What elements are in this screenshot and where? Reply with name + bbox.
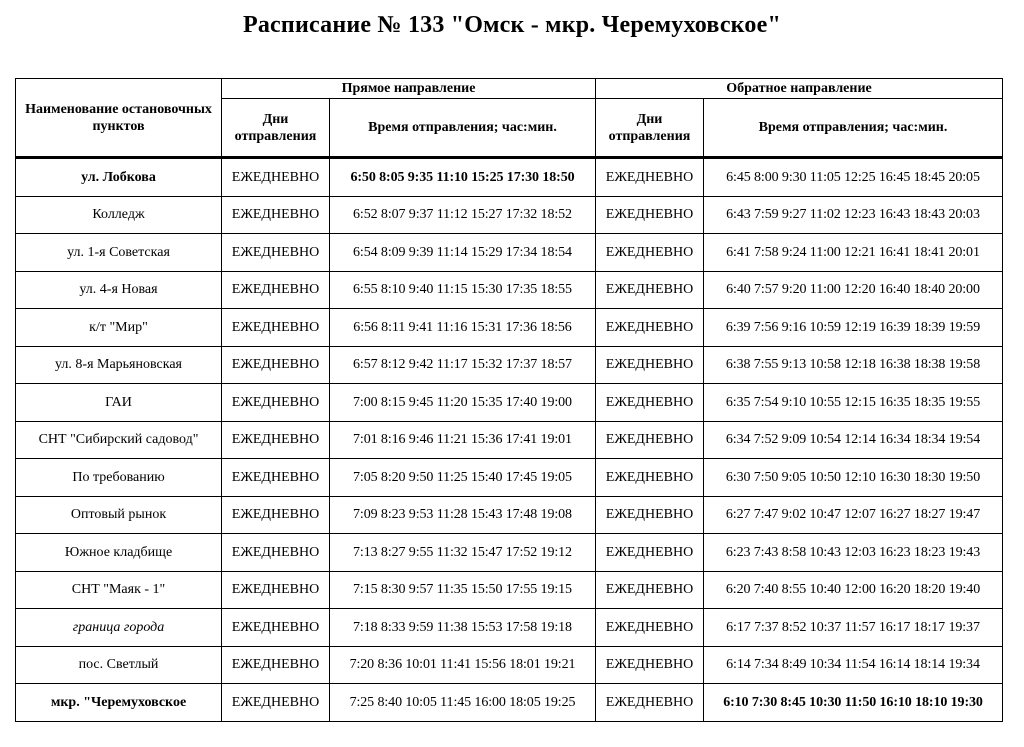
table-row [16, 459, 1003, 497]
backward-days: ЕЖЕДНЕВНО [596, 346, 704, 384]
forward-days: ЕЖЕДНЕВНО [222, 421, 330, 459]
backward-days: ЕЖЕДНЕВНО [596, 384, 704, 422]
table-row [16, 271, 1003, 309]
forward-days: ЕЖЕДНЕВНО [222, 196, 330, 234]
table-row [16, 534, 1003, 572]
backward-times: 6:34 7:52 9:09 10:54 12:14 16:34 18:34 19:54 [704, 421, 1003, 459]
stop-name: к/т "Мир" [16, 309, 222, 347]
stop-name: Колледж [16, 196, 222, 234]
forward-times: 6:50 8:05 9:35 11:10 15:25 17:30 18:50 [330, 158, 596, 197]
forward-time-header: Время отправления; час:мин. [330, 99, 596, 158]
backward-days-header: Дни отправления [596, 99, 704, 158]
backward-times: 6:45 8:00 9:30 11:05 12:25 16:45 18:45 20:05 [704, 158, 1003, 197]
backward-times: 6:40 7:57 9:20 11:00 12:20 16:40 18:40 20:00 [704, 271, 1003, 309]
table-row [16, 609, 1003, 647]
backward-days: ЕЖЕДНЕВНО [596, 496, 704, 534]
backward-days: ЕЖЕДНЕВНО [596, 234, 704, 272]
backward-days: ЕЖЕДНЕВНО [596, 571, 704, 609]
stop-name: ул. 1-я Советская [16, 234, 222, 272]
backward-time-header: Время отправления; час:мин. [704, 99, 1003, 158]
forward-days: ЕЖЕДНЕВНО [222, 346, 330, 384]
forward-days: ЕЖЕДНЕВНО [222, 309, 330, 347]
forward-days: ЕЖЕДНЕВНО [222, 271, 330, 309]
forward-days: ЕЖЕДНЕВНО [222, 609, 330, 647]
forward-days: ЕЖЕДНЕВНО [222, 384, 330, 422]
stop-name: По требованию [16, 459, 222, 497]
stop-name: ул. 8-я Марьяновская [16, 346, 222, 384]
table-row [16, 234, 1003, 272]
table-row [16, 346, 1003, 384]
backward-times: 6:41 7:58 9:24 11:00 12:21 16:41 18:41 20:01 [704, 234, 1003, 272]
backward-days: ЕЖЕДНЕВНО [596, 421, 704, 459]
forward-days: ЕЖЕДНЕВНО [222, 459, 330, 497]
table-row [16, 196, 1003, 234]
backward-times: 6:38 7:55 9:13 10:58 12:18 16:38 18:38 19:58 [704, 346, 1003, 384]
forward-times: 7:09 8:23 9:53 11:28 15:43 17:48 19:08 [330, 496, 596, 534]
forward-times: 7:01 8:16 9:46 11:21 15:36 17:41 19:01 [330, 421, 596, 459]
forward-times: 7:20 8:36 10:01 11:41 15:56 18:01 19:21 [330, 646, 596, 684]
header-row-directions [16, 79, 1003, 99]
forward-times: 7:05 8:20 9:50 11:25 15:40 17:45 19:05 [330, 459, 596, 497]
backward-days: ЕЖЕДНЕВНО [596, 459, 704, 497]
backward-days: ЕЖЕДНЕВНО [596, 271, 704, 309]
stop-column-header: Наименование остановочных пунктов [16, 79, 222, 158]
backward-times: 6:10 7:30 8:45 10:30 11:50 16:10 18:10 19:30 [704, 684, 1003, 722]
stop-name: граница города [16, 609, 222, 647]
forward-days: ЕЖЕДНЕВНО [222, 496, 330, 534]
backward-times: 6:30 7:50 9:05 10:50 12:10 16:30 18:30 19:50 [704, 459, 1003, 497]
forward-times: 7:25 8:40 10:05 11:45 16:00 18:05 19:25 [330, 684, 596, 722]
forward-times: 6:56 8:11 9:41 11:16 15:31 17:36 18:56 [330, 309, 596, 347]
backward-days: ЕЖЕДНЕВНО [596, 609, 704, 647]
backward-times: 6:20 7:40 8:55 10:40 12:00 16:20 18:20 19:40 [704, 571, 1003, 609]
forward-direction-header: Прямое направление [222, 79, 596, 99]
stop-name: СНТ "Сибирский садовод" [16, 421, 222, 459]
stop-name: ул. 4-я Новая [16, 271, 222, 309]
forward-times: 7:13 8:27 9:55 11:32 15:47 17:52 19:12 [330, 534, 596, 572]
forward-times: 6:52 8:07 9:37 11:12 15:27 17:32 18:52 [330, 196, 596, 234]
forward-days: ЕЖЕДНЕВНО [222, 234, 330, 272]
backward-days: ЕЖЕДНЕВНО [596, 309, 704, 347]
stop-name: Оптовый рынок [16, 496, 222, 534]
forward-days: ЕЖЕДНЕВНО [222, 534, 330, 572]
backward-days: ЕЖЕДНЕВНО [596, 158, 704, 197]
backward-days: ЕЖЕДНЕВНО [596, 646, 704, 684]
stop-name: мкр. "Черемуховское [16, 684, 222, 722]
forward-days: ЕЖЕДНЕВНО [222, 571, 330, 609]
table-row [16, 384, 1003, 422]
backward-days: ЕЖЕДНЕВНО [596, 684, 704, 722]
forward-times: 7:18 8:33 9:59 11:38 15:53 17:58 19:18 [330, 609, 596, 647]
table-row [16, 684, 1003, 722]
forward-times: 7:15 8:30 9:57 11:35 15:50 17:55 19:15 [330, 571, 596, 609]
forward-days-header: Дни отправления [222, 99, 330, 158]
table-row [16, 309, 1003, 347]
backward-days: ЕЖЕДНЕВНО [596, 534, 704, 572]
stop-name: Южное кладбище [16, 534, 222, 572]
page-title: Расписание № 133 "Омск - мкр. Черемуховское" [243, 12, 781, 38]
backward-times: 6:35 7:54 9:10 10:55 12:15 16:35 18:35 19:55 [704, 384, 1003, 422]
backward-times: 6:39 7:56 9:16 10:59 12:19 16:39 18:39 19:59 [704, 309, 1003, 347]
backward-days: ЕЖЕДНЕВНО [596, 196, 704, 234]
stop-name: ГАИ [16, 384, 222, 422]
table-row [16, 571, 1003, 609]
forward-times: 7:00 8:15 9:45 11:20 15:35 17:40 19:00 [330, 384, 596, 422]
stop-name: ул. Лобкова [16, 158, 222, 197]
backward-times: 6:27 7:47 9:02 10:47 12:07 16:27 18:27 19:47 [704, 496, 1003, 534]
forward-days: ЕЖЕДНЕВНО [222, 684, 330, 722]
backward-times: 6:43 7:59 9:27 11:02 12:23 16:43 18:43 20:03 [704, 196, 1003, 234]
backward-times: 6:17 7:37 8:52 10:37 11:57 16:17 18:17 19:37 [704, 609, 1003, 647]
table-row [16, 496, 1003, 534]
backward-times: 6:23 7:43 8:58 10:43 12:03 16:23 18:23 19:43 [704, 534, 1003, 572]
forward-days: ЕЖЕДНЕВНО [222, 158, 330, 197]
stop-name: СНТ "Маяк - 1" [16, 571, 222, 609]
table-row [16, 158, 1003, 197]
stop-name: пос. Светлый [16, 646, 222, 684]
table-row [16, 646, 1003, 684]
schedule-table [15, 78, 1003, 722]
backward-direction-header: Обратное направление [596, 79, 1003, 99]
forward-days: ЕЖЕДНЕВНО [222, 646, 330, 684]
forward-times: 6:55 8:10 9:40 11:15 15:30 17:35 18:55 [330, 271, 596, 309]
forward-times: 6:54 8:09 9:39 11:14 15:29 17:34 18:54 [330, 234, 596, 272]
forward-times: 6:57 8:12 9:42 11:17 15:32 17:37 18:57 [330, 346, 596, 384]
backward-times: 6:14 7:34 8:49 10:34 11:54 16:14 18:14 19:34 [704, 646, 1003, 684]
table-row [16, 421, 1003, 459]
